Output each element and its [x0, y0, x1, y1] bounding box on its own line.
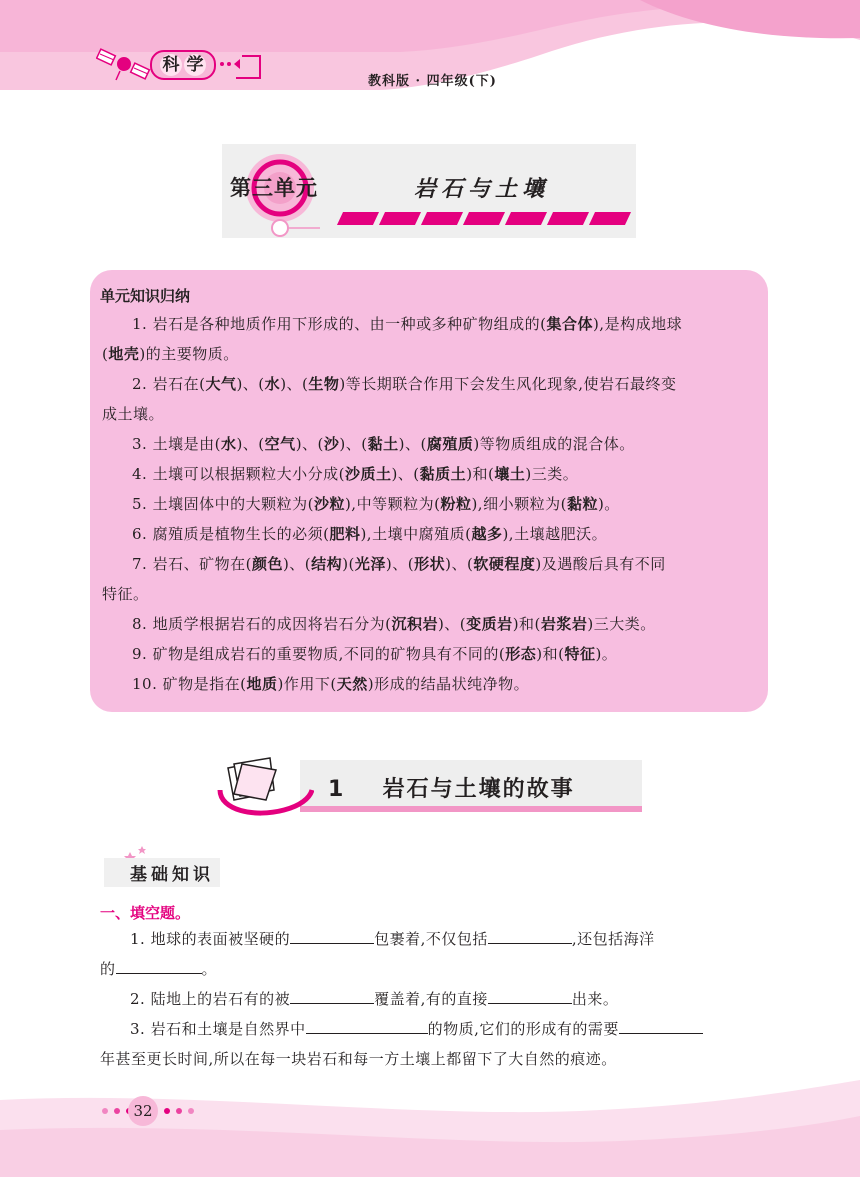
answer-keyword: 特征	[564, 645, 596, 663]
folder-icon	[214, 754, 314, 820]
summary-text: )、(	[282, 555, 312, 573]
answer-keyword: 形状	[414, 555, 446, 573]
summary-text: )、(	[398, 435, 427, 453]
summary-text: 3. 土壤是由(	[132, 435, 221, 453]
summary-text: )和(	[536, 645, 565, 663]
summary-line	[132, 313, 682, 334]
summary-text: ),是构成地球	[592, 315, 683, 333]
summary-text: )。	[595, 645, 618, 663]
subject-arrow-icon	[216, 48, 262, 82]
summary-text: )、(	[437, 615, 467, 633]
summary-line	[132, 463, 578, 484]
summary-text: 特征。	[102, 585, 149, 603]
answer-blank[interactable]	[488, 930, 572, 944]
answer-keyword: 壤土	[494, 465, 526, 483]
answer-keyword: 沙粒	[313, 495, 345, 513]
subject-char-1: 科	[160, 54, 182, 76]
question-3-line-2: 年甚至更长时间,所以在每一块岩石和每一方土壤上都留下了大自然的痕迹。	[100, 1050, 617, 1068]
answer-keyword: 结构	[311, 555, 343, 573]
summary-text: 6. 腐殖质是植物生长的必须(	[132, 525, 330, 543]
answer-keyword: 天然	[336, 675, 368, 693]
summary-text: )等长期联合作用下会发生风化现象,使岩石最终变	[339, 375, 677, 393]
lesson-title-bar	[300, 806, 642, 812]
summary-text: )形成的结晶状纯净物。	[367, 675, 530, 693]
answer-keyword: 颜色	[251, 555, 283, 573]
summary-text: )和(	[512, 615, 541, 633]
answer-keyword: 沙质土	[344, 465, 392, 483]
summary-line	[132, 673, 529, 694]
lesson-number: 1	[328, 777, 346, 802]
summary-text: )和(	[466, 465, 495, 483]
summary-text: )三类。	[525, 465, 579, 483]
summary-text: (	[102, 345, 109, 363]
answer-keyword: 软硬程度	[473, 555, 536, 573]
answer-keyword: 集合体	[546, 315, 593, 333]
page-number: 32	[128, 1096, 158, 1126]
lesson-title	[328, 772, 575, 803]
question-1-line-1: 1. 地球的表面被坚硬的 包裹着,不仅包括 ,还包括海洋	[130, 930, 655, 948]
summary-text: )、(	[445, 555, 474, 573]
answer-keyword: 沉积岩	[391, 615, 438, 633]
answer-keyword: 腐殖质	[426, 435, 474, 453]
lesson-name: 岩石与土壤的故事	[382, 777, 575, 802]
answer-keyword: 沙	[323, 435, 340, 453]
summary-line	[102, 583, 149, 604]
summary-text: )等物质组成的混合体。	[473, 435, 635, 453]
answer-blank[interactable]	[290, 930, 374, 944]
answer-blank[interactable]	[306, 1020, 428, 1034]
unit-stripes	[340, 212, 628, 225]
summary-text: 5. 土壤固体中的大颗粒为(	[132, 495, 314, 513]
subject-char-2: 学	[184, 54, 206, 76]
summary-text: )及遇酸后具有不同	[535, 555, 666, 573]
basics-label: 基础知识	[104, 858, 220, 887]
summary-line	[132, 373, 677, 394]
footer-wave	[0, 1080, 860, 1177]
summary-text: 9. 矿物是组成岩石的重要物质,不同的矿物具有不同的(	[132, 645, 506, 663]
summary-line	[132, 613, 656, 634]
satellite-icon	[96, 40, 156, 84]
answer-keyword: 粉粒	[440, 495, 472, 513]
summary-text: 10. 矿物是指在(	[132, 675, 247, 693]
summary-text: ),土壤越肥沃。	[502, 525, 608, 543]
summary-text: 7. 岩石、矿物在(	[132, 555, 252, 573]
footer-dots-right	[164, 1108, 194, 1114]
question-3-line-1: 3. 岩石和土壤是自然界中 的物质,它们的形成有的需要	[130, 1018, 703, 1039]
answer-keyword: 大气	[205, 375, 237, 393]
summary-text: 8. 地质学根据岩石的成因将岩石分为(	[132, 615, 392, 633]
answer-blank[interactable]	[619, 1020, 703, 1034]
summary-line	[132, 643, 617, 664]
summary-text: ),细小颗粒为(	[471, 495, 567, 513]
summary-text: )(	[342, 555, 355, 573]
summary-text: )、(	[236, 375, 265, 393]
summary-text: )、(	[236, 435, 265, 453]
summary-line	[102, 403, 164, 424]
summary-line	[132, 433, 635, 454]
answer-keyword: 空气	[264, 435, 296, 453]
edition-label: 教科版 · 四年级(下)	[368, 74, 497, 89]
summary-text: ),土壤中腐殖质(	[360, 525, 472, 543]
summary-line	[132, 493, 620, 514]
summary-text: 成土壤。	[102, 405, 165, 423]
answer-keyword: 生物	[308, 375, 340, 393]
summary-line	[132, 553, 666, 574]
answer-keyword: 地壳	[108, 345, 140, 363]
answer-keyword: 越多	[471, 525, 503, 543]
summary-text: )、(	[295, 435, 324, 453]
fill-blank-heading: 一、填空题。	[100, 904, 191, 922]
summary-line	[132, 523, 607, 544]
summary-text: )。	[597, 495, 620, 513]
unit-name: 岩石与土壤	[414, 177, 550, 202]
answer-blank[interactable]	[488, 990, 572, 1004]
answer-keyword: 地质	[246, 675, 278, 693]
answer-keyword: 黏质土	[419, 465, 467, 483]
answer-keyword: 黏粒	[566, 495, 598, 513]
answer-keyword: 肥料	[329, 525, 361, 543]
question-1-line-2: 的 。	[100, 960, 218, 978]
summary-text: 2. 岩石在(	[132, 375, 206, 393]
summary-text: )、(	[391, 465, 420, 483]
answer-keyword: 形态	[505, 645, 537, 663]
summary-text: 1. 岩石是各种地质作用下形成的、由一种或多种矿物组成的(	[132, 315, 547, 333]
summary-text: )、(	[280, 375, 309, 393]
summary-line	[102, 343, 239, 364]
unit-tag: 第三单元	[230, 176, 318, 200]
answer-keyword: 岩浆岩	[540, 615, 588, 633]
answer-keyword: 黏土	[367, 435, 399, 453]
summary-text: )三大类。	[587, 615, 656, 633]
summary-text: )、(	[339, 435, 368, 453]
answer-keyword: 水	[220, 435, 237, 453]
subject-badge	[150, 48, 262, 82]
answer-keyword: 水	[264, 375, 281, 393]
summary-text: ),中等颗粒为(	[344, 495, 441, 513]
answer-keyword: 光泽	[354, 555, 386, 573]
question-2: 2. 陆地上的岩石有的被 覆盖着,有的直接 出来。	[130, 990, 619, 1008]
answer-keyword: 变质岩	[466, 615, 513, 633]
summary-text: )作用下(	[277, 675, 337, 693]
answer-blank[interactable]	[116, 960, 202, 974]
summary-heading: 单元知识归纳	[100, 287, 191, 305]
answer-blank[interactable]	[290, 990, 374, 1004]
summary-text: 4. 土壤可以根据颗粒大小分成(	[132, 465, 345, 483]
summary-text: )的主要物质。	[139, 345, 239, 363]
summary-text: )、(	[385, 555, 415, 573]
